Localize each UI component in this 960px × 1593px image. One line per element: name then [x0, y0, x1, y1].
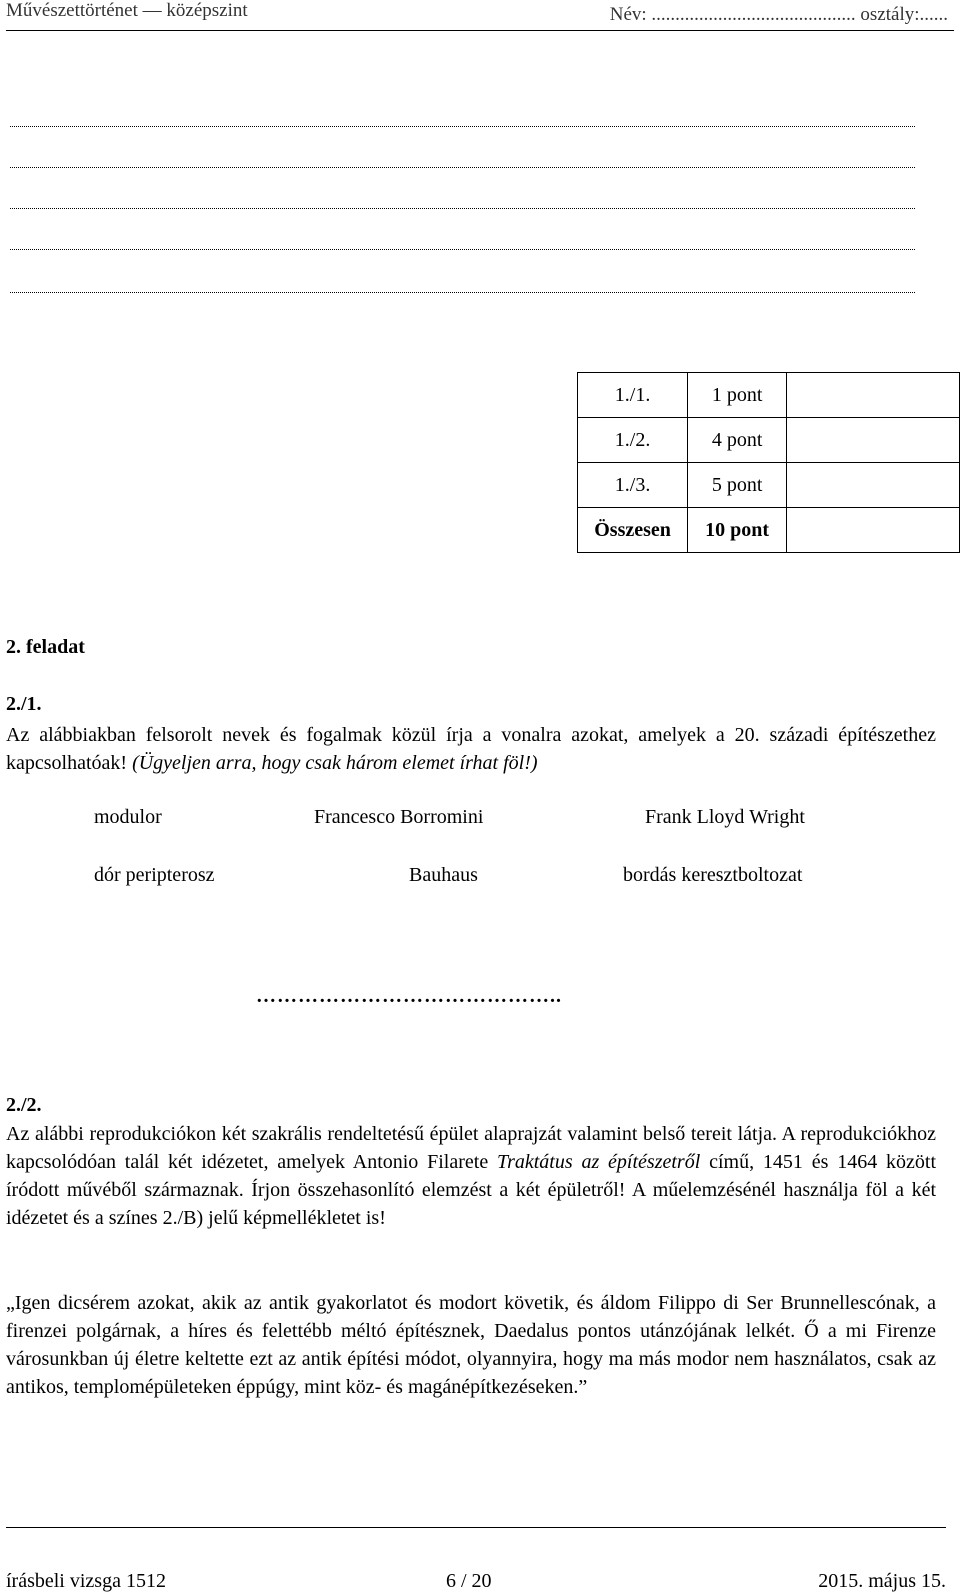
score-item: 1./1. [578, 373, 688, 418]
term-item: Francesco Borromini [314, 806, 484, 828]
answer-blank[interactable]: …………………………………….. [256, 985, 562, 1007]
task-title: 2. feladat [6, 636, 85, 658]
page-header [6, 0, 954, 31]
score-points: 1 pont [688, 373, 787, 418]
page-number: 6 / 20 [446, 1570, 492, 1592]
instruction-text: Az alábbi reprodukciókon két szakrális rendeltetésű épület alaprajzát valamint belső tereit látja. A reprodukciókhoz kapcsolódóan talál két idézetet, amelyek Antonio Filarete [6, 1123, 936, 1173]
instruction-note: (Ügyeljen arra, hogy csak három elemet írhat föl!) [132, 752, 538, 774]
score-item: 1./2. [578, 418, 688, 463]
instruction-text: című, 1451 és 1464 között íródott művéből származnak. Írjon összehasonlító elemzést a két épületről! A műelemzésénél használja föl a két idézetet és a színes 2./B) jelű képmellékletet is! [6, 1151, 937, 1229]
answer-line[interactable] [10, 208, 915, 209]
score-blank[interactable] [787, 418, 960, 463]
quote-block: „Igen dicsérem azokat, akik az antik gyakorlatot és modort követik, és áldom Filippo di Ser Brunnellescónak, a firenzei polgárnak, a híres és felettébb méltó építésznek, Daedalus pontos utánzójának lelkét. Ő a mi Firenze városunkban új életre keltette ezt az antik építési módot, olyannyira, hogy ma más modor nem használatos, csak az antikos, templomépületeken éppúgy, mint köz- és magánépítkezéseken.” [6, 1292, 936, 1398]
score-points: 10 pont [688, 508, 787, 553]
term-item: bordás keresztboltozat [623, 864, 803, 886]
score-item: 1./3. [578, 463, 688, 508]
score-blank[interactable] [787, 463, 960, 508]
score-item: Összesen [578, 508, 688, 553]
task-instruction [6, 1120, 936, 1232]
score-points: 4 pont [688, 418, 787, 463]
book-title: Traktátus az építészetről [497, 1151, 701, 1173]
answer-line[interactable] [10, 167, 915, 168]
table-row [578, 508, 960, 553]
term-item: dór peripterosz [94, 864, 215, 886]
subject-title: Művészettörténet — középszint [6, 0, 248, 21]
answer-line[interactable] [10, 292, 915, 293]
answer-line[interactable] [10, 249, 915, 250]
instruction-text: Az alábbiakban felsorolt nevek és fogalmak közül írja a vonalra azokat, amelyek a 20. századi építészethez kapcsolhatóak! [6, 724, 936, 774]
score-blank[interactable] [787, 508, 960, 553]
name-class-field: Név: ........................................... osztály:...... [609, 4, 948, 25]
score-blank[interactable] [787, 373, 960, 418]
score-table [577, 372, 960, 553]
table-row [578, 463, 960, 508]
term-item: Frank Lloyd Wright [645, 806, 805, 828]
table-row [578, 373, 960, 418]
answer-line[interactable] [10, 126, 915, 127]
subtask-label: 2./1. [6, 693, 42, 715]
term-item: modulor [94, 806, 162, 828]
score-points: 5 pont [688, 463, 787, 508]
page-footer [6, 1527, 946, 1592]
footer-exam: írásbeli vizsga 1512 [6, 1570, 166, 1592]
table-row [578, 418, 960, 463]
term-item: Bauhaus [409, 864, 478, 886]
footer-date: 2015. május 15. [818, 1570, 946, 1592]
subtask-label: 2./2. [6, 1094, 42, 1116]
task-instruction [6, 721, 936, 777]
